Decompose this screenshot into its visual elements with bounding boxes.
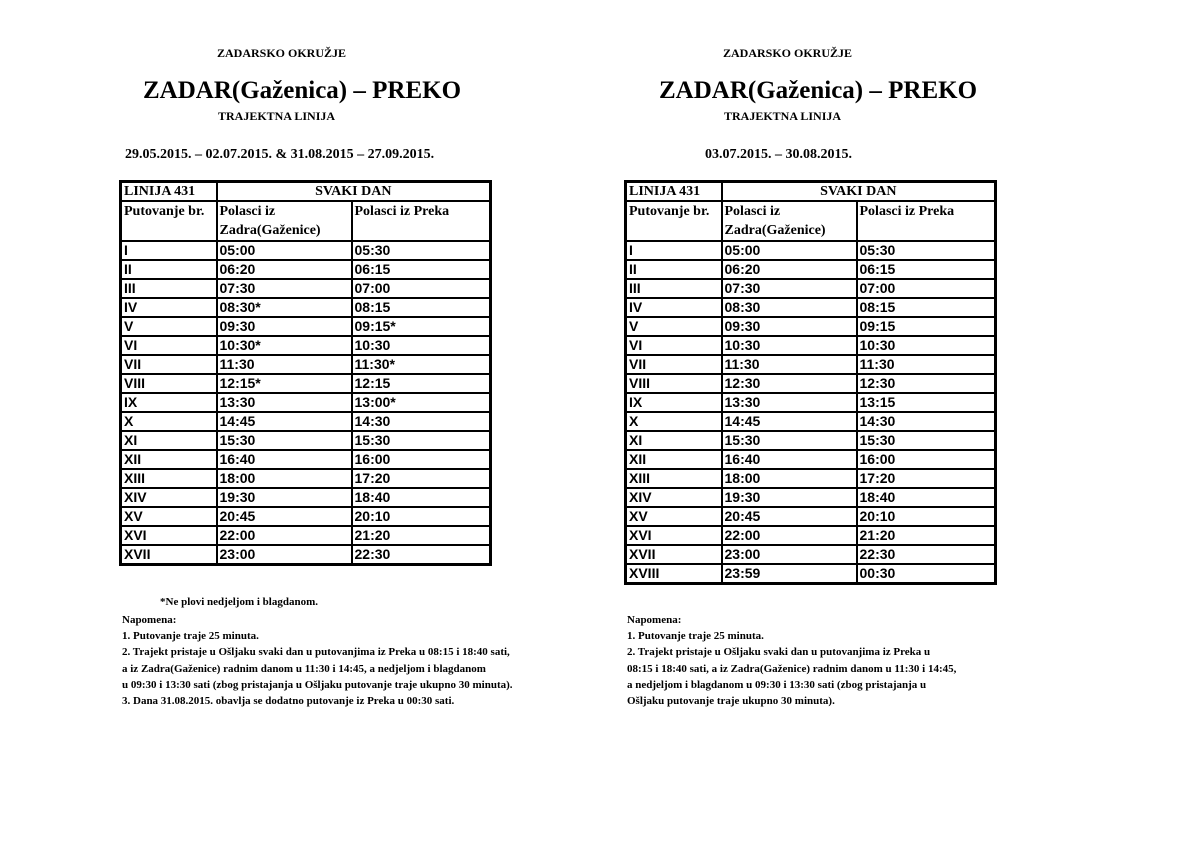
- trip-number: VII: [121, 355, 217, 374]
- departure-preko: 08:15: [857, 298, 996, 317]
- trip-number: XII: [121, 450, 217, 469]
- trip-number: XII: [626, 450, 722, 469]
- departure-zadar: 11:30: [722, 355, 857, 374]
- departure-preko: 13:15: [857, 393, 996, 412]
- departure-preko: 00:30: [857, 564, 996, 584]
- departure-preko: 14:30: [857, 412, 996, 431]
- table-row: [121, 469, 491, 488]
- trip-number: III: [121, 279, 217, 298]
- col-trip-header: Putovanje br.: [121, 201, 217, 241]
- departure-preko: 22:30: [352, 545, 491, 565]
- table-row: [626, 374, 996, 393]
- table-row: [121, 317, 491, 336]
- table-header-row: [121, 182, 491, 202]
- trip-number: XI: [121, 431, 217, 450]
- table-row: [626, 564, 996, 584]
- table-row: [626, 317, 996, 336]
- departure-preko: 05:30: [857, 241, 996, 260]
- page-subtitle: TRAJEKTNA LINIJA: [218, 109, 336, 123]
- departure-zadar: 22:00: [722, 526, 857, 545]
- note-line: 3. Dana 31.08.2015. obavlja se dodatno putovanje iz Preka u 00:30 sati.: [122, 695, 455, 708]
- departure-preko: 10:30: [352, 336, 491, 355]
- schedule-days: SVAKI DAN: [722, 182, 996, 202]
- departure-preko: 06:15: [857, 260, 996, 279]
- departure-zadar: 12:30: [722, 374, 857, 393]
- notes-section: [627, 612, 956, 709]
- note-line: 1. Putovanje traje 25 minuta.: [627, 630, 764, 643]
- table-row: [121, 374, 491, 393]
- departure-preko: 12:30: [857, 374, 996, 393]
- table-row: [121, 355, 491, 374]
- departure-zadar: 14:45: [217, 412, 352, 431]
- departure-preko: 07:00: [352, 279, 491, 298]
- table-row: [121, 260, 491, 279]
- departure-zadar: 15:30: [217, 431, 352, 450]
- departure-zadar: 09:30: [217, 317, 352, 336]
- trip-number: XIII: [121, 469, 217, 488]
- departure-preko: 06:15: [352, 260, 491, 279]
- departure-preko: 07:00: [857, 279, 996, 298]
- departure-zadar: 13:30: [217, 393, 352, 412]
- departure-zadar: 11:30: [217, 355, 352, 374]
- departure-preko: 14:30: [352, 412, 491, 431]
- departure-preko: 20:10: [857, 507, 996, 526]
- table-row: [626, 355, 996, 374]
- trip-number: III: [626, 279, 722, 298]
- departure-preko: 11:30: [857, 355, 996, 374]
- line-number: LINIJA 431: [626, 182, 722, 202]
- page-title: ZADAR(Gaženica) – PREKO: [143, 77, 462, 104]
- table-row: [121, 431, 491, 450]
- table-row: [121, 507, 491, 526]
- departure-zadar: 06:20: [217, 260, 352, 279]
- notes-section: [122, 612, 513, 709]
- departure-preko: 22:30: [857, 545, 996, 564]
- note-line: a iz Zadra(Gaženice) radnim danom u 11:30 i 14:45, a nedjeljom i blagdanom: [122, 662, 486, 675]
- departure-preko: 08:15: [352, 298, 491, 317]
- departure-preko: 15:30: [352, 431, 491, 450]
- departure-zadar: 23:59: [722, 564, 857, 584]
- departure-preko: 17:20: [352, 469, 491, 488]
- table-header-row: [626, 182, 996, 202]
- table-row: [121, 393, 491, 412]
- col-preko-header: Polasci iz Preka: [857, 201, 996, 241]
- departure-preko: 09:15*: [352, 317, 491, 336]
- footnote: *Ne plovi nedjeljom i blagdanom.: [160, 596, 318, 608]
- schedule-table: [119, 180, 492, 566]
- page-title: ZADAR(Gaženica) – PREKO: [659, 77, 978, 104]
- departure-preko: 17:20: [857, 469, 996, 488]
- departure-zadar: 10:30: [722, 336, 857, 355]
- table-row: [121, 450, 491, 469]
- departure-preko: 18:40: [857, 488, 996, 507]
- table-row: [626, 469, 996, 488]
- table-row: [121, 488, 491, 507]
- trip-number: I: [121, 241, 217, 260]
- trip-number: VIII: [626, 374, 722, 393]
- notes-title: Napomena:: [122, 614, 177, 626]
- column-header-row: [626, 201, 996, 241]
- notes-title: Napomena:: [627, 614, 682, 626]
- trip-number: V: [121, 317, 217, 336]
- departure-preko: 13:00*: [352, 393, 491, 412]
- trip-number: XV: [626, 507, 722, 526]
- departure-preko: 11:30*: [352, 355, 491, 374]
- table-row: [626, 336, 996, 355]
- table-row: [626, 260, 996, 279]
- note-line: Ošljaku putovanje traje ukupno 30 minuta).: [627, 695, 835, 708]
- departure-zadar: 14:45: [722, 412, 857, 431]
- table-row: [626, 412, 996, 431]
- trip-number: XVII: [121, 545, 217, 565]
- departure-zadar: 23:00: [217, 545, 352, 565]
- trip-number: IX: [121, 393, 217, 412]
- departure-zadar: 16:40: [722, 450, 857, 469]
- trip-number: XIV: [121, 488, 217, 507]
- line-number: LINIJA 431: [121, 182, 217, 202]
- departure-zadar: 08:30*: [217, 298, 352, 317]
- departure-zadar: 06:20: [722, 260, 857, 279]
- table-row: [121, 298, 491, 317]
- note-line: 2. Trajekt pristaje u Ošljaku svaki dan u putovanjima iz Preka u 08:15 i 18:40 sati,: [122, 646, 510, 659]
- table-row: [626, 488, 996, 507]
- departure-preko: 16:00: [857, 450, 996, 469]
- validity-dates: 29.05.2015. – 02.07.2015. & 31.08.2015 – 27.09.2015.: [125, 147, 435, 162]
- region-label: ZADARSKO OKRUŽJE: [217, 46, 347, 60]
- table-row: [626, 393, 996, 412]
- note-line: a nedjeljom i blagdanom u 09:30 i 13:30 sati (zbog pristajanja u: [627, 678, 927, 691]
- departure-zadar: 05:00: [722, 241, 857, 260]
- table-row: [626, 279, 996, 298]
- departure-zadar: 18:00: [722, 469, 857, 488]
- table-row: [121, 526, 491, 545]
- trip-number: VI: [626, 336, 722, 355]
- trip-number: VI: [121, 336, 217, 355]
- departure-zadar: 15:30: [722, 431, 857, 450]
- table-row: [626, 298, 996, 317]
- departure-preko: 10:30: [857, 336, 996, 355]
- note-line: u 09:30 i 13:30 sati (zbog pristajanja u Ošljaku putovanje traje ukupno 30 minuta).: [122, 678, 513, 691]
- table-row: [626, 450, 996, 469]
- departure-preko: 16:00: [352, 450, 491, 469]
- col-preko-header: Polasci iz Preka: [352, 201, 491, 241]
- trip-number: IV: [626, 298, 722, 317]
- departure-zadar: 22:00: [217, 526, 352, 545]
- region-label: ZADARSKO OKRUŽJE: [723, 46, 853, 60]
- departure-preko: 09:15: [857, 317, 996, 336]
- trip-number: XIV: [626, 488, 722, 507]
- trip-number: XVI: [121, 526, 217, 545]
- departure-zadar: 20:45: [722, 507, 857, 526]
- departure-preko: 15:30: [857, 431, 996, 450]
- table-row: [626, 241, 996, 260]
- trip-number: X: [626, 412, 722, 431]
- trip-number: XVII: [626, 545, 722, 564]
- trip-number: XVIII: [626, 564, 722, 584]
- note-line: 2. Trajekt pristaje u Ošljaku svaki dan u putovanjima iz Preka u: [627, 646, 931, 659]
- table-row: [121, 412, 491, 431]
- trip-number: VIII: [121, 374, 217, 393]
- col-zadar-header: Polasci iz Zadra(Gaženice): [217, 201, 352, 241]
- trip-number: XVI: [626, 526, 722, 545]
- departure-zadar: 23:00: [722, 545, 857, 564]
- trip-number: IV: [121, 298, 217, 317]
- table-row: [121, 336, 491, 355]
- schedule-table: [624, 180, 997, 585]
- departure-zadar: 13:30: [722, 393, 857, 412]
- right-timetable: [505, 0, 1005, 848]
- departure-preko: 20:10: [352, 507, 491, 526]
- departure-zadar: 19:30: [722, 488, 857, 507]
- page-subtitle: TRAJEKTNA LINIJA: [724, 109, 842, 123]
- departure-zadar: 19:30: [217, 488, 352, 507]
- departure-zadar: 12:15*: [217, 374, 352, 393]
- departure-zadar: 20:45: [217, 507, 352, 526]
- table-row: [121, 279, 491, 298]
- trip-number: II: [626, 260, 722, 279]
- trip-number: VII: [626, 355, 722, 374]
- table-row: [626, 431, 996, 450]
- col-zadar-header: Polasci iz Zadra(Gaženice): [722, 201, 857, 241]
- departure-preko: 05:30: [352, 241, 491, 260]
- table-row: [121, 241, 491, 260]
- column-header-row: [121, 201, 491, 241]
- col-trip-header: Putovanje br.: [626, 201, 722, 241]
- trip-number: I: [626, 241, 722, 260]
- departure-zadar: 08:30: [722, 298, 857, 317]
- left-timetable: [0, 0, 513, 848]
- trip-number: XV: [121, 507, 217, 526]
- trip-number: XIII: [626, 469, 722, 488]
- schedule-days: SVAKI DAN: [217, 182, 491, 202]
- departure-zadar: 18:00: [217, 469, 352, 488]
- trip-number: XI: [626, 431, 722, 450]
- departure-zadar: 16:40: [217, 450, 352, 469]
- trip-number: IX: [626, 393, 722, 412]
- departure-preko: 18:40: [352, 488, 491, 507]
- departure-zadar: 09:30: [722, 317, 857, 336]
- departure-zadar: 05:00: [217, 241, 352, 260]
- table-row: [626, 545, 996, 564]
- trip-number: V: [626, 317, 722, 336]
- departure-preko: 21:20: [352, 526, 491, 545]
- table-row: [626, 526, 996, 545]
- table-row: [626, 507, 996, 526]
- note-line: 1. Putovanje traje 25 minuta.: [122, 630, 259, 643]
- departure-zadar: 10:30*: [217, 336, 352, 355]
- departure-preko: 21:20: [857, 526, 996, 545]
- departure-zadar: 07:30: [722, 279, 857, 298]
- departure-preko: 12:15: [352, 374, 491, 393]
- table-row: [121, 545, 491, 565]
- departure-zadar: 07:30: [217, 279, 352, 298]
- note-line: 08:15 i 18:40 sati, a iz Zadra(Gaženice) radnim danom u 11:30 i 14:45,: [627, 662, 957, 675]
- validity-dates: 03.07.2015. – 30.08.2015.: [705, 147, 852, 162]
- trip-number: II: [121, 260, 217, 279]
- trip-number: X: [121, 412, 217, 431]
